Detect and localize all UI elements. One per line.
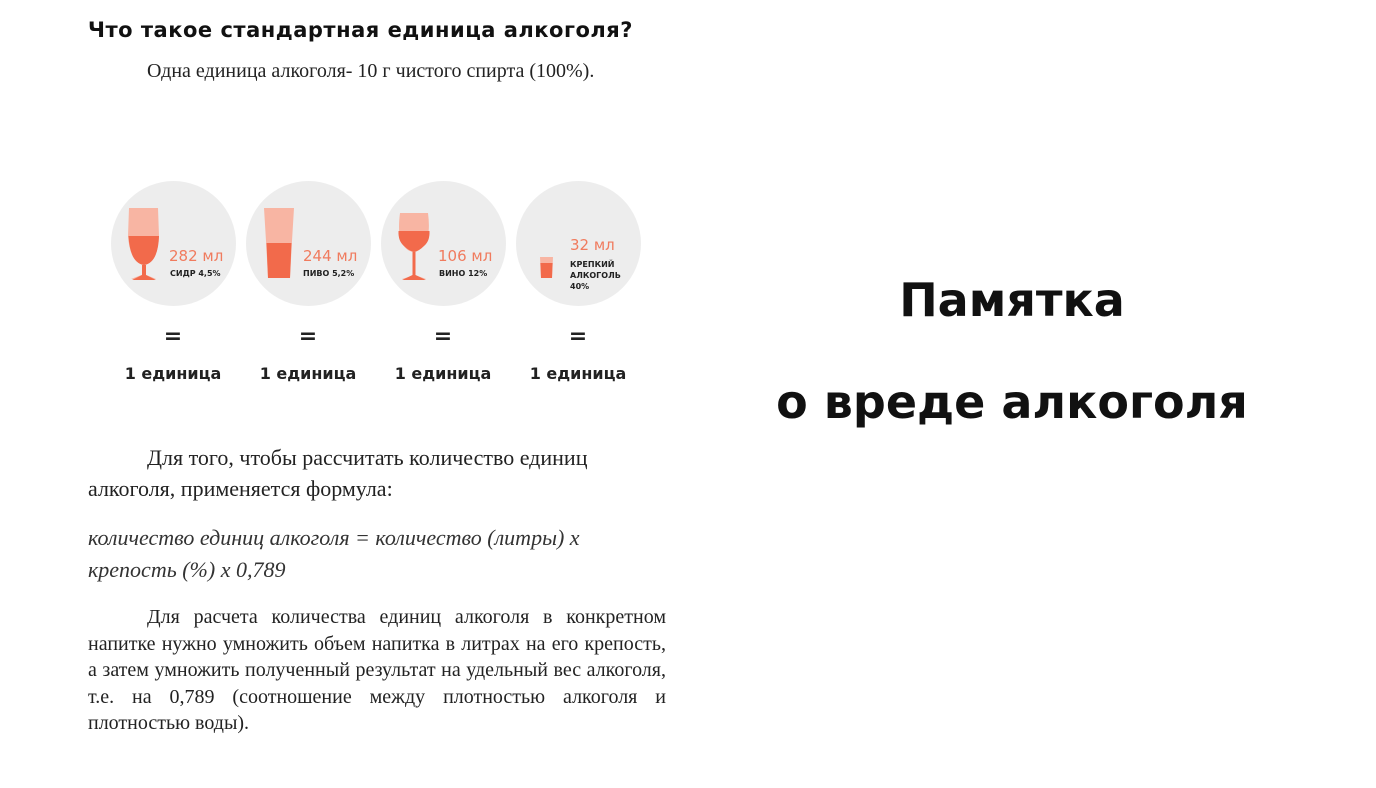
- explanation-paragraph: Для расчета количества единиц алкоголя в конкретном напитке нужно умножить объем напитка в литрах на его крепость, а затем умножить полученный результат на удельный вес алкоголя, т.е. на 0,789 (соотношение между плотностью алкоголя и плотностью воды).: [88, 606, 666, 735]
- equals-sign: =: [433, 324, 453, 349]
- unit-count-label: 1 единица: [529, 364, 627, 383]
- unit-drink-label: ВИНО 12%: [439, 269, 488, 278]
- unit-count-label: 1 единица: [259, 364, 357, 383]
- unit-circle: [381, 181, 506, 306]
- equals-sign: =: [163, 324, 183, 349]
- unit-drink-label: СИДР 4,5%: [170, 269, 221, 278]
- unit-volume: 32 мл: [570, 236, 615, 254]
- memo-title: [752, 270, 1272, 432]
- intro-paragraph: Одна единица алкоголя- 10 г чистого спирта (100%).: [147, 60, 595, 82]
- unit-volume: 282 мл: [169, 247, 224, 265]
- equals-sign: =: [298, 324, 318, 349]
- wine-glass-icon: [381, 181, 506, 306]
- unit-drink-label: ПИВО 5,2%: [303, 269, 355, 278]
- title-line-1: Памятка: [899, 273, 1125, 327]
- title-line-2: о вреде алкоголя: [776, 375, 1248, 429]
- unit-count-label: 1 единица: [394, 364, 492, 383]
- unit-drink-label: КРЕПКИЙ АЛКОГОЛЬ 40%: [570, 260, 621, 291]
- unit-circle: [111, 181, 236, 306]
- cider-glass-icon: [111, 181, 236, 306]
- alcohol-units-infographic: [108, 178, 668, 398]
- unit-count-label: 1 единица: [124, 364, 222, 383]
- formula-text: количество единиц алкоголя = количество (литры) х крепость (%) х 0,789: [88, 525, 580, 582]
- unit-volume: 106 мл: [438, 247, 493, 265]
- unit-volume: 244 мл: [303, 247, 358, 265]
- beer-glass-icon: [246, 181, 371, 306]
- equals-sign: =: [568, 324, 588, 349]
- section-heading: Что такое стандартная единица алкоголя?: [88, 18, 633, 42]
- unit-circle: [516, 181, 641, 306]
- calculation-intro: Для того, чтобы рассчитать количество единиц алкоголя, применяется формула:: [88, 445, 588, 501]
- unit-circle: [246, 181, 371, 306]
